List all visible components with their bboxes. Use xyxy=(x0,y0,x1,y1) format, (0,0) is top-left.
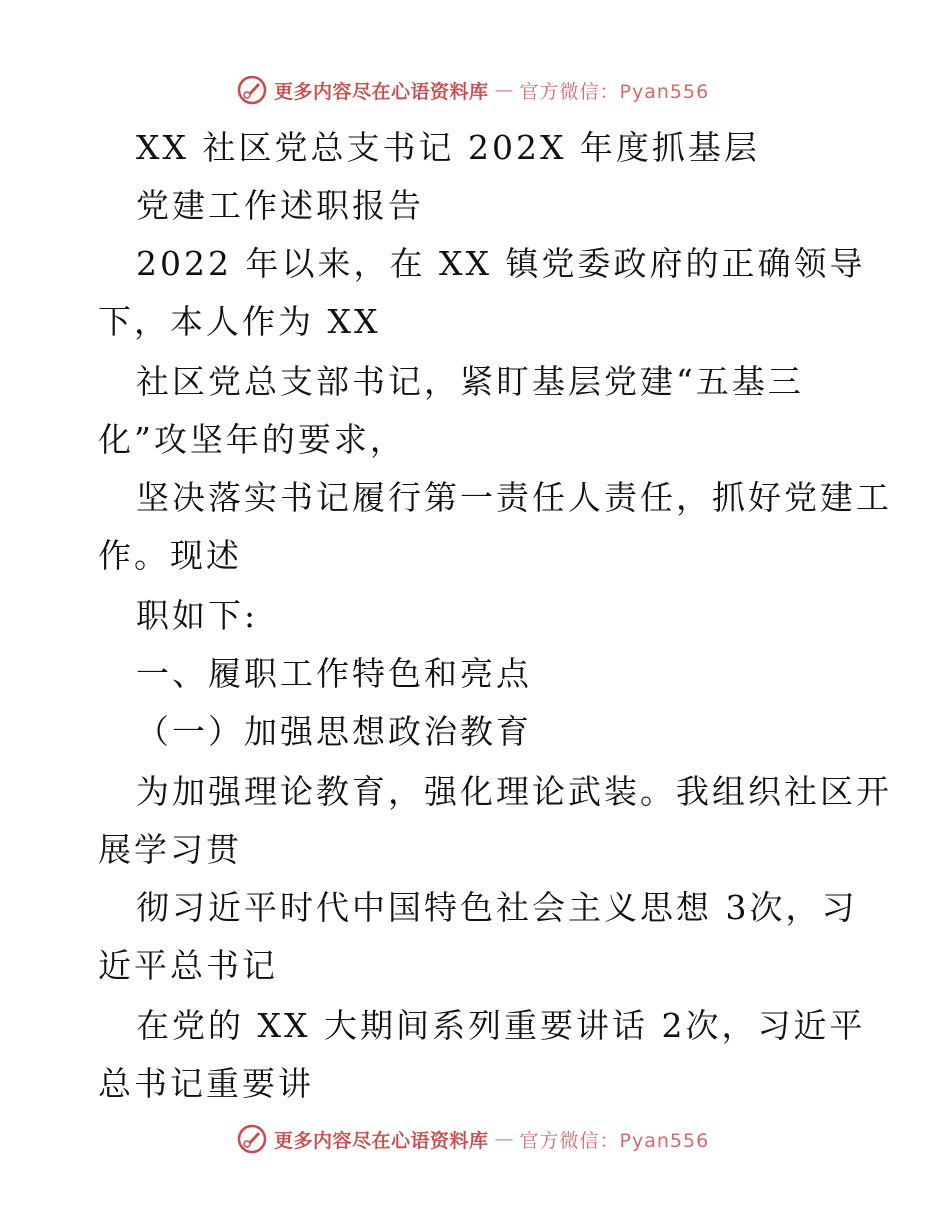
doc-paragraph-line: 下，本人作为 XX xyxy=(98,302,381,341)
doc-paragraph-line: 彻习近平时代中国特色社会主义思想 3次，习 xyxy=(136,888,858,927)
doc-title-line-2: 党建工作述职报告 xyxy=(136,186,424,225)
watermark-brand: 更多内容尽在心语资料库 xyxy=(274,1129,489,1152)
quill-logo-icon xyxy=(236,1123,268,1155)
doc-paragraph-line: 职如下: xyxy=(136,596,259,635)
watermark-separator: — xyxy=(494,1128,514,1150)
doc-section-heading: 一、履职工作特色和亮点 xyxy=(136,654,532,693)
watermark-contact: 官方微信：Pyan556 xyxy=(519,80,710,103)
doc-paragraph-line: 作。现述 xyxy=(98,536,242,575)
doc-subsection-heading: （一）加强思想政治教育 xyxy=(136,712,532,751)
doc-paragraph-line: 社区党总支部书记，紧盯基层党建“五基三 xyxy=(136,362,804,401)
doc-paragraph-line: 化”攻坚年的要求， xyxy=(98,420,406,459)
watermark-contact: 官方微信：Pyan556 xyxy=(519,1129,710,1152)
doc-paragraph-line: 在党的 XX 大期间系列重要讲话 2次，习近平 xyxy=(136,1006,866,1045)
doc-paragraph-line: 近平总书记 xyxy=(98,946,278,985)
doc-paragraph-line: 为加强理论教育，强化理论武装。我组织社区开 xyxy=(136,772,892,811)
doc-paragraph-line: 坚决落实书记履行第一责任人责任，抓好党建工 xyxy=(136,478,892,517)
doc-paragraph-line: 2022 年以来，在 XX 镇党委政府的正确领导 xyxy=(136,244,866,283)
doc-title-line-1: XX 社区党总支书记 202X 年度抓基层 xyxy=(136,128,760,167)
watermark-separator: — xyxy=(494,79,514,101)
footer-watermark xyxy=(236,1121,756,1157)
doc-paragraph-line: 总书记重要讲 xyxy=(98,1064,314,1103)
watermark-brand: 更多内容尽在心语资料库 xyxy=(274,80,489,103)
doc-paragraph-line: 展学习贯 xyxy=(98,830,242,869)
